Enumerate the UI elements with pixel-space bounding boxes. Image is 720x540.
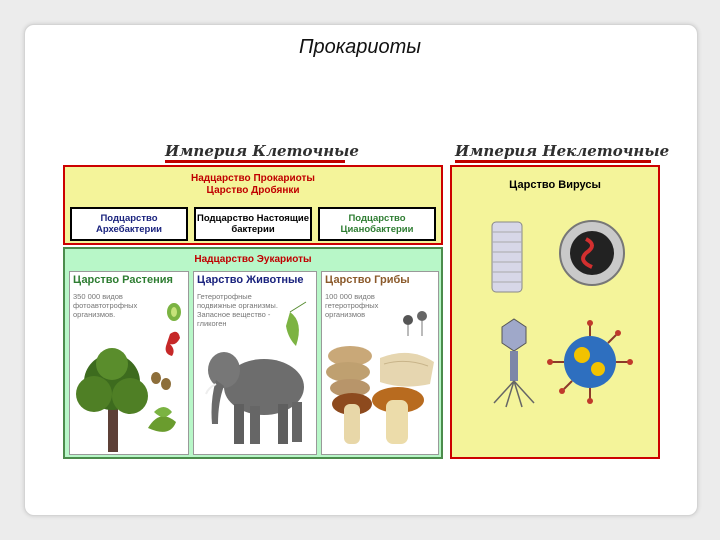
acorns-illustration [148, 372, 176, 432]
empire-cellular-heading: Империя Клеточные [165, 142, 359, 160]
yeast-bread-illustration [380, 353, 434, 387]
kingdom-viruses-label: Царство Вирусы [509, 179, 601, 191]
enveloped-virus-illustration [560, 221, 624, 285]
kingdom-animals [193, 271, 317, 455]
kingdom-fungi-desc: 100 000 видов гетеротрофных организмов [325, 292, 379, 319]
porcini-mushrooms-illustration [332, 387, 424, 444]
oak-tree-illustration [76, 348, 148, 452]
empire-noncellular-heading: Империя Неклеточные [455, 142, 670, 160]
kingdom-fungi [321, 271, 439, 455]
oyster-mushrooms-illustration [326, 346, 372, 397]
prokaryotes-box [63, 165, 443, 245]
influenza-virus-illustration [547, 320, 633, 404]
slide-title: Прокариоты [298, 36, 422, 58]
prokaryotes-superkingdom-label: Надцарство Прокариоты [191, 173, 315, 184]
tobacco-mosaic-virus-illustration [492, 222, 522, 292]
kingdom-fungi-label: Царство Грибы [325, 274, 410, 286]
kingdom-plants-desc: 350 000 видов фотоавтотрофных организмов. [73, 292, 138, 319]
bacteriophage-illustration [494, 319, 534, 407]
prokaryotes-kingdom-label: Царство Дробянки [206, 185, 300, 196]
fungi-illustration [322, 272, 439, 455]
euglena-illustration [286, 302, 306, 346]
plants-illustration [70, 272, 189, 455]
animals-illustration [194, 272, 317, 455]
empire-cellular-underline [165, 160, 345, 163]
mold-illustration [403, 311, 427, 336]
viruses-illustration [452, 167, 658, 457]
viruses-box [450, 165, 660, 459]
elephant-illustration [206, 352, 304, 444]
subkingdom-true-bacteria: Подцарство Настоящие бактерии [194, 207, 312, 241]
eukaryotes-superkingdom-label: Надцарство Эукариоты [194, 254, 312, 265]
eukaryotes-box [63, 247, 443, 459]
subkingdom-cyanobacteria: Подцарство Цианобактерии [318, 207, 436, 241]
subkingdom-archaebacteria: Подцарство Архебактерии [70, 207, 188, 241]
kingdom-plants-label: Царство Растения [73, 274, 173, 286]
kingdom-animals-label: Царство Животные [197, 274, 304, 286]
kingdom-animals-desc: Гетеротрофные подвижные организмы. Запасное вещество - гликоген [197, 292, 278, 328]
empire-noncellular-underline [455, 160, 651, 163]
moss-illustration [166, 303, 181, 356]
kingdom-plants [69, 271, 189, 455]
